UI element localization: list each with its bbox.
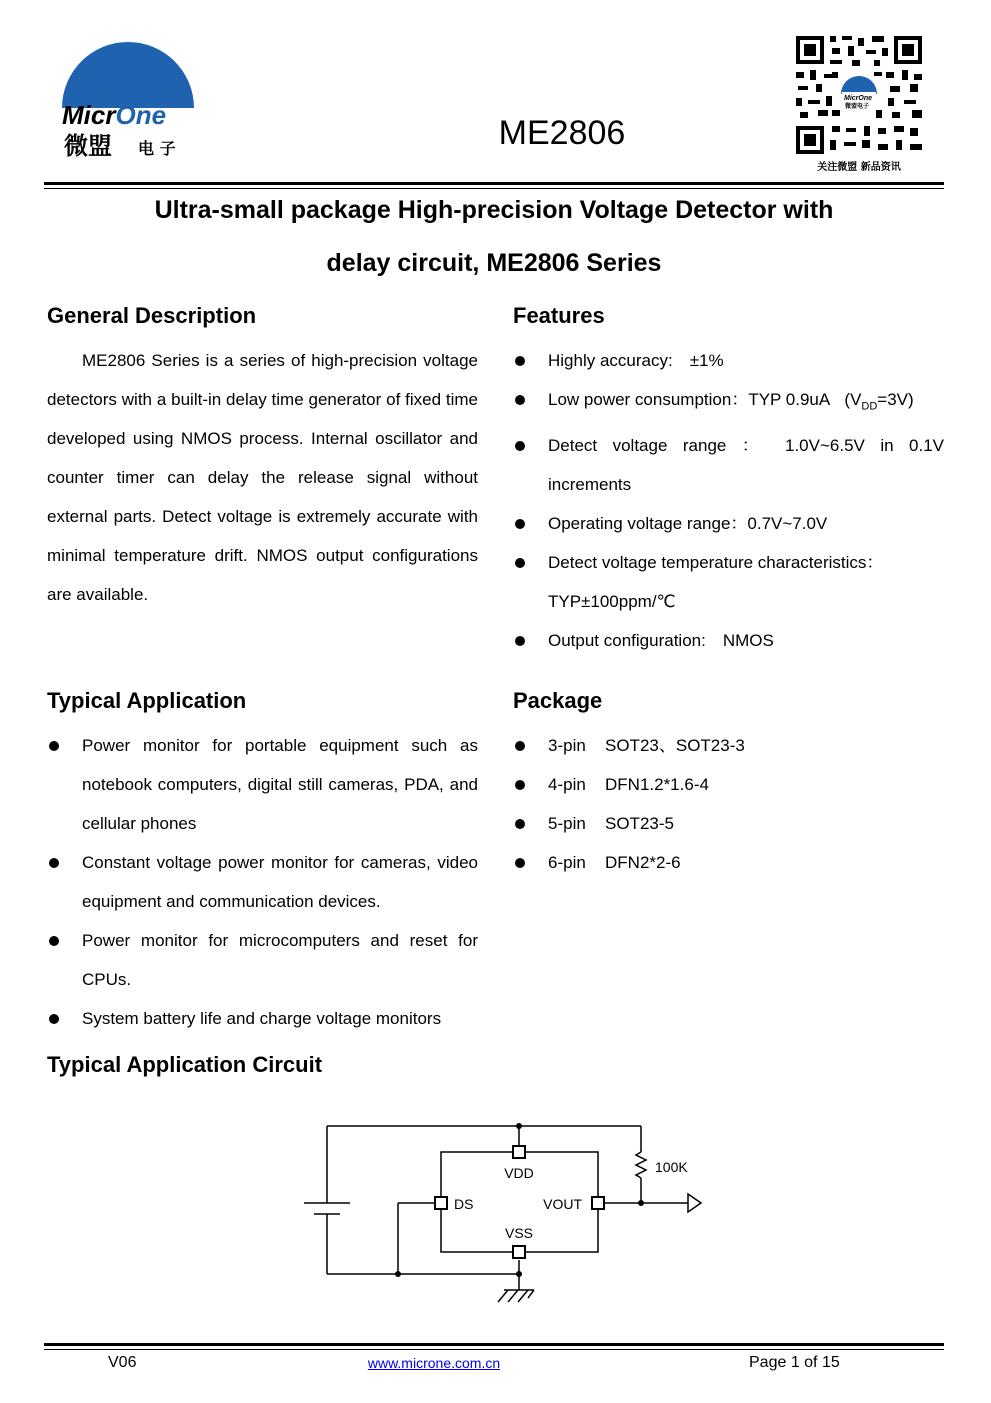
resistor-label: 100K <box>655 1159 688 1175</box>
main-title-line1: Ultra-small package High-precision Voltage Detector with <box>154 196 834 224</box>
svg-text:MicrOne: MicrOne <box>844 95 873 102</box>
feature-operating-range: Operating voltage range：0.7V~7.0V <box>513 504 944 543</box>
footer-page-number: Page 1 of 15 <box>749 1354 840 1371</box>
package-item: 4-pin DFN1.2*1.6-4 <box>513 765 944 804</box>
company-logo <box>58 40 198 160</box>
svg-text:MicrOne: MicrOne <box>62 100 167 130</box>
general-description-text <box>47 341 478 614</box>
footer-version: V06 <box>108 1354 137 1371</box>
package-item: 5-pin SOT23-5 <box>513 804 944 843</box>
svg-text:微盟: 微盟 <box>64 132 112 160</box>
qr-caption: 关注微盟 新品资讯 <box>817 162 901 173</box>
header-rule-thin <box>44 188 944 189</box>
logo-brand-part1: Micr <box>62 100 116 130</box>
application-item: Power monitor for portable equipment such as notebook computers, digital still cameras, PDA, and cellular phones <box>47 726 478 843</box>
package-item: 3-pin SOT23、SOT23-3 <box>513 726 944 765</box>
footer-rule-thick <box>44 1343 944 1346</box>
application-item: Constant voltage power monitor for cameras, video equipment and communication devices. <box>47 843 478 921</box>
footer-website-wrap <box>334 1355 534 1373</box>
application-circuit-diagram <box>290 1110 720 1320</box>
features-heading: Features <box>513 303 605 328</box>
pin-label-ds: DS <box>454 1196 474 1212</box>
feature-power: Low power consumption：TYP 0.9uA $(V_{DD}=3V)$ <box>513 380 944 426</box>
svg-text:微盟电子: 微盟电子 <box>845 103 870 110</box>
general-description-heading: General Description <box>47 303 257 328</box>
footer-website-link[interactable]: www.microne.com.cn <box>367 1355 501 1371</box>
pin-label-vss: VSS <box>504 1225 534 1241</box>
feature-accuracy: Highly accuracy: ±1% <box>513 341 944 380</box>
general-description-body: ME2806 Series is a series of high-precision voltage detectors with a built-in delay time generator of fixed time developed using NMOS process. Internal oscillator and counter timer can delay the release signal without external parts. Detect voltage is extremely accurate with minimal temperature drift. NMOS output configurations are available. <box>47 351 478 604</box>
svg-text:电 子: 电 子 <box>138 139 176 158</box>
header-rule-thick <box>44 182 944 185</box>
main-title-line2: delay circuit, ME2806 Series <box>326 249 662 277</box>
application-item: Power monitor for microcomputers and reset for CPUs. <box>47 921 478 999</box>
pin-label-vdd: VDD <box>504 1165 534 1181</box>
circuit-heading: Typical Application Circuit <box>47 1052 323 1077</box>
power-condition: $(V_{DD}=3V)$ <box>844 390 914 413</box>
features-list <box>513 341 944 660</box>
feature-temp-characteristics: Detect voltage temperature characteristics： TYP±100ppm/℃ <box>513 543 944 621</box>
doc-title: ME2806 <box>498 114 626 152</box>
feature-output-config: Output configuration: NMOS <box>513 621 944 660</box>
pin-label-vout: VOUT <box>543 1196 582 1212</box>
package-list <box>513 726 944 882</box>
typical-application-heading: Typical Application <box>47 688 247 713</box>
package-heading: Package <box>513 688 603 713</box>
package-item: 6-pin DFN2*2-6 <box>513 843 944 882</box>
application-item: System battery life and charge voltage monitors <box>47 999 478 1038</box>
typical-application-list <box>47 726 478 1038</box>
feature-detect-range: Detect voltage range ： 1.0V~6.5V in 0.1V increments <box>513 426 944 504</box>
footer-rule-thin <box>44 1349 944 1350</box>
qr-code <box>790 32 928 172</box>
